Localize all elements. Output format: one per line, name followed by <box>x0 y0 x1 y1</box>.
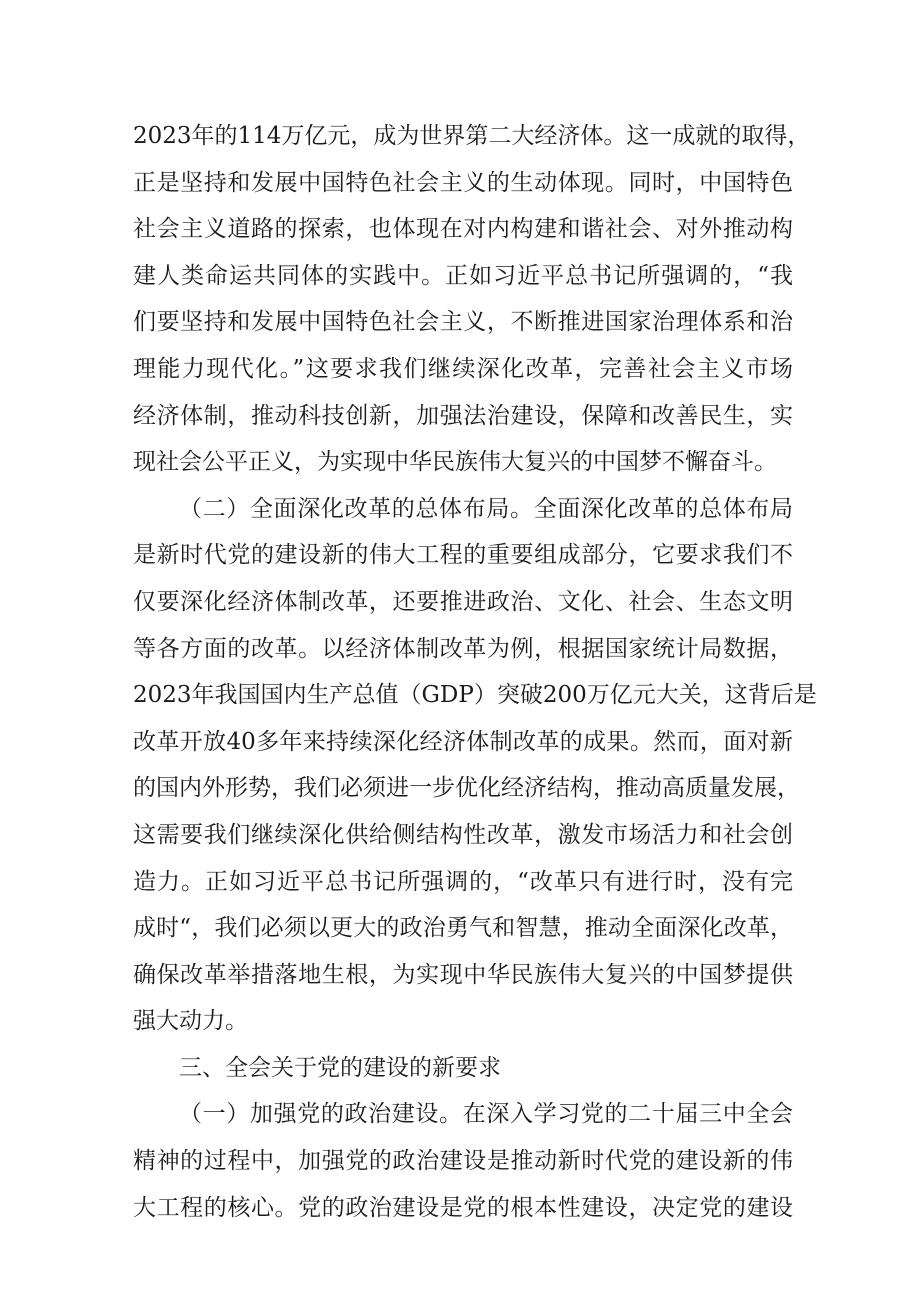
text-line: 的国内外形势，我们必须进一步优化经济结构，推动高质量发展， <box>133 775 800 802</box>
text-line: 强大动力。 <box>133 1008 248 1035</box>
text-line: 等各方面的改革。以经济体制改革为例，根据国家统计局数据， <box>133 635 793 662</box>
text-line: 现社会公平正义，为实现中华民族伟大复兴的中国梦不懈奋斗。 <box>133 449 777 476</box>
text-line: 成时“，我们必须以更大的政治勇气和智慧，推动全面深化改革， <box>133 915 793 942</box>
text-line: （二）全面深化改革的总体布局。全面深化改革的总体布局 <box>179 495 793 522</box>
text-line: 建人类命运共同体的实践中。正如习近平总书记所强调的，“我 <box>133 262 793 289</box>
text-line: 这需要我们继续深化供给侧结构性改革，激发市场活力和社会创 <box>133 821 793 848</box>
text-line: 确保改革举措落地生根，为实现中华民族伟大复兴的中国梦提供 <box>133 961 793 988</box>
text-line: 理能力现代化。”这要求我们继续深化改革，完善社会主义市场 <box>133 355 793 382</box>
text-line: 社会主义道路的探索，也体现在对内构建和谐社会、对外推动构 <box>133 216 793 243</box>
section-heading: 三、全会关于党的建设的新要求 <box>179 1054 501 1081</box>
text-line: 经济体制，推动科技创新，加强法治建设，保障和改善民生，实 <box>133 402 793 429</box>
body-text <box>133 113 817 1231</box>
text-line: （一）加强党的政治建设。在深入学习党的二十届三中全会 <box>179 1101 793 1128</box>
text-line: 是新时代党的建设新的伟大工程的重要组成部分，它要求我们不 <box>133 542 793 569</box>
text-line: 改革开放40多年来持续深化经济体制改革的成果。然而，面对新 <box>133 728 793 755</box>
text-line: 正是坚持和发展中国特色社会主义的生动体现。同时，中国特色 <box>133 169 793 196</box>
text-line: 2023年我国国内生产总值（GDP）突破200万亿元大关，这背后是 <box>133 682 817 709</box>
text-line: 精神的过程中，加强党的政治建设是推动新时代党的建设新的伟 <box>133 1148 793 1175</box>
text-line: 造力。正如习近平总书记所强调的，“改革只有进行时，没有完 <box>133 868 793 895</box>
text-line: 仅要深化经济体制改革，还要推进政治、文化、社会、生态文明 <box>133 588 793 615</box>
text-line: 2023年的114万亿元，成为世界第二大经济体。这一成就的取得， <box>133 123 811 149</box>
text-line: 们要坚持和发展中国特色社会主义，不断推进国家治理体系和治 <box>133 309 793 336</box>
text-line: 大工程的核心。党的政治建设是党的根本性建设，决定党的建设 <box>133 1194 793 1221</box>
